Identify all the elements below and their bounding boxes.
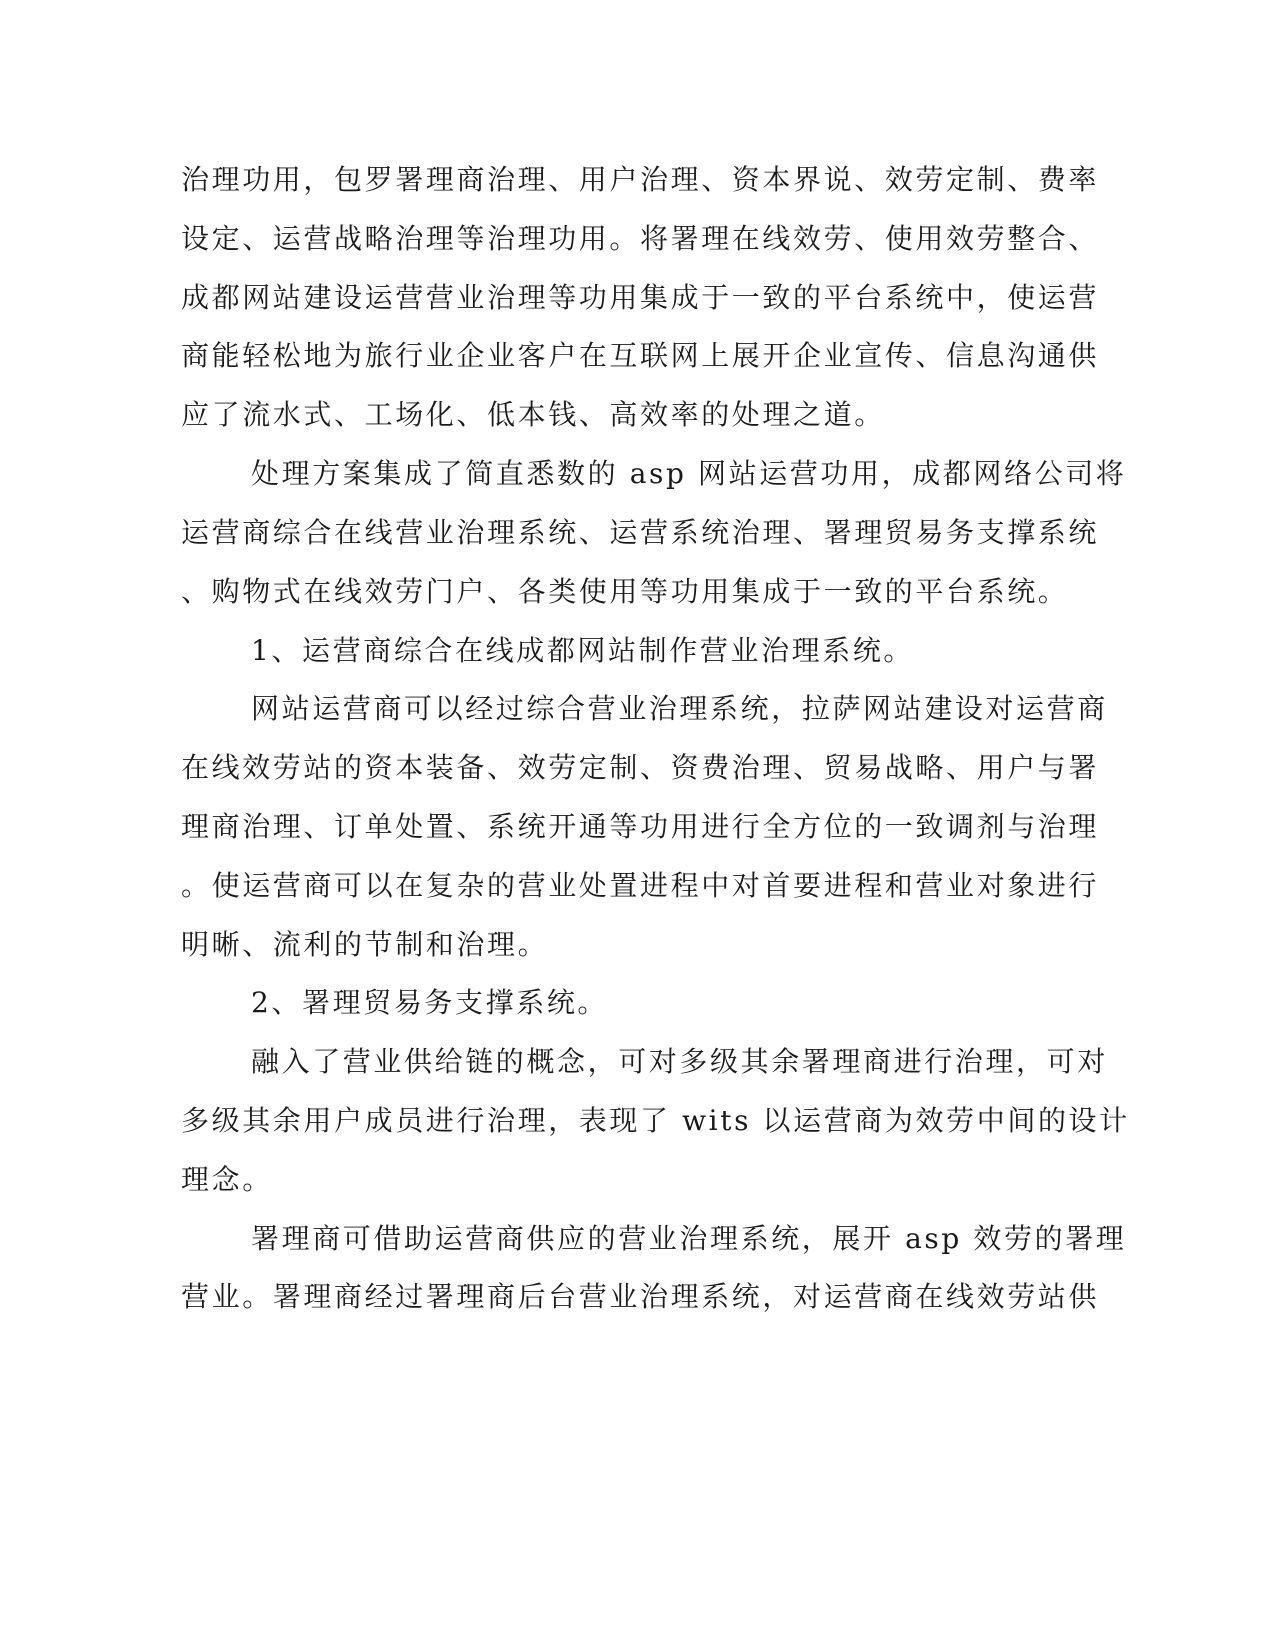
section-heading-2: 2、署理贸易务支撑系统。	[251, 986, 609, 1019]
text-line: 设定、运营战略治理等治理功用。将署理在线效劳、使用效劳整合、	[181, 222, 1100, 255]
text-line: 理商治理、订单处置、系统开通等功用进行全方位的一致调剂与治理	[181, 810, 1100, 843]
text-line: 成都网站建设运营营业治理等功用集成于一致的平台系统中，使运营	[181, 281, 1100, 314]
section-heading-1: 1、运营商综合在线成都网站制作营业治理系统。	[251, 634, 915, 667]
paragraph-start-line: 网站运营商可以经过综合营业治理系统，拉萨网站建设对运营商	[251, 692, 1108, 725]
text-line: 。使运营商可以在复杂的营业处置进程中对首要进程和营业对象进行	[181, 869, 1100, 902]
text-line: 应了流水式、工场化、低本钱、高效率的处理之道。	[181, 398, 885, 431]
paragraph-start-line: 处理方案集成了简直悉数的 asp 网站运营功用，成都网络公司将	[251, 457, 1127, 490]
paragraph-start-line: 署理商可借助运营商供应的营业治理系统，展开 asp 效劳的署理	[251, 1222, 1127, 1255]
text-line: 、购物式在线效劳门户、各类使用等功用集成于一致的平台系统。	[181, 575, 1069, 608]
paragraph-start-line: 融入了营业供给链的概念，可对多级其余署理商进行治理，可对	[251, 1045, 1108, 1078]
text-line: 明晰、流利的节制和治理。	[181, 928, 549, 961]
text-line: 治理功用，包罗署理商治理、用户治理、资本界说、效劳定制、费率	[181, 163, 1100, 196]
text-line: 商能轻松地为旅行业企业客户在互联网上展开企业宣传、信息沟通供	[181, 339, 1100, 372]
text-line: 多级其余用户成员进行治理，表现了 wits 以运营商为效劳中间的设计	[181, 1104, 1130, 1137]
text-line: 运营商综合在线营业治理系统、运营系统治理、署理贸易务支撑系统	[181, 516, 1100, 549]
text-line: 理念。	[181, 1163, 273, 1196]
text-line: 在线效劳站的资本装备、效劳定制、资费治理、贸易战略、用户与署	[181, 751, 1100, 784]
text-line: 营业。署理商经过署理商后台营业治理系统，对运营商在线效劳站供	[181, 1280, 1100, 1313]
